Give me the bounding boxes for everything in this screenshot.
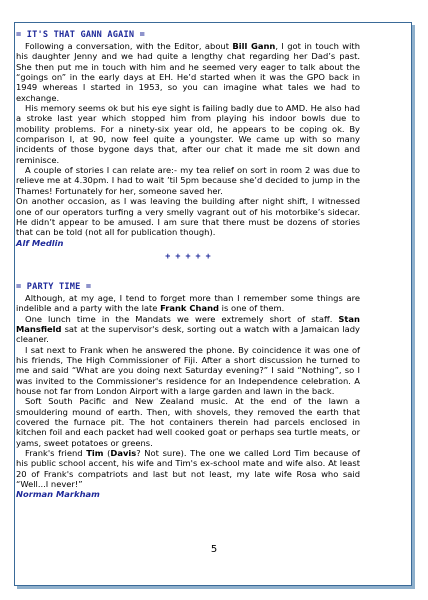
person-name: Frank Chand: [160, 303, 219, 314]
section-title: = PARTY TIME =: [16, 281, 92, 292]
person-name: Davis: [110, 448, 137, 459]
paragraph: Following a conversation, with the Editor, about Bill Gann, I got in touch with his daughter Jenny and we had quite a lengthy chat regarding her Dad’s past. She then put me in touch with him and he seemed very eager to talk about the “goings on” in the early days at EH. He’d started when it was the GPO back in 1949 whereas I started in 1953, so you can imagine what tales we had to exchange.: [16, 41, 360, 103]
paragraph: His memory seems ok but his eye sight is failing badly due to AMD. He also had a stroke last year which stopped him from playing his indoor bowls due to mobility problems. For a ninety-six year old, he appears to be coping ok. By comparison I, at 90, now feel quite a youngster. We came up with so many incidents of those bygone days that, after our chat it made me sit down and reminisce.: [16, 103, 360, 165]
author-signature: Alf Medlin: [16, 237, 64, 248]
paragraph: Frank's friend Tim (Davis? Not sure). The one we called Lord Tim because of his public school accent, his wife and Tim's ex-school mate and wife also. At least 20 of Frank's compatriots and last but not least, my late wife Rosa who said “Well...I never!”: [16, 448, 360, 490]
paragraph: A couple of stories I can relate are:- my tea relief on sort in room 2 was due to relieve me at 4.30pm. I had to wait ’til 5pm because she’d decided to jump in the Thames! Fortunately for her, someone saved her.: [16, 165, 360, 196]
paragraph: Soft South Pacific and New Zealand music. At the end of the lawn a smouldering mound of earth. Then, with shovels, they removed the earth that covered the furnace pit. The hot containers therein had parcels enclosed in kitchen foil and each packet had well cooked goat or perhaps sea turtle meats, or yams, sweet potatoes or greens.: [16, 396, 360, 448]
section-title: = IT'S THAT GANN AGAIN =: [16, 30, 145, 40]
page-content: [16, 30, 360, 500]
person-name: Bill Gann: [232, 41, 276, 51]
person-name: Stan Mansfield: [16, 313, 360, 334]
paragraph: One lunch time in the Mandats we were extremely short of staff. Stan Mansfield sat at the supervisor's desk, sorting out a watch with a Jamaican lady cleaner.: [16, 313, 360, 345]
section-separator: + + + + +: [165, 250, 211, 261]
paragraph: On another occasion, as I was leaving the building after night shift, I witnessed one of our operators turfing a very smelly vagrant out of his motorbike’s sidecar. He didn’t appear to be amused. I am sure that there must be dozens of stories that can be told (not all for publication though).: [16, 196, 360, 238]
article-party-time: [16, 282, 360, 500]
paragraph: Although, at my age, I tend to forget more than I remember some things are indelible and a party with the late Frank Chand is one of them.: [16, 292, 360, 314]
paragraph: I sat next to Frank when he answered the phone. By coincidence it was one of his friends, The High Commissioner of Fiji. After a short discussion he turned to me and said “What are you doing next Saturday evening?” I said “Nothing”, so I was invited to the Commissioner's residence for an Independence celebration. A house not far from London Airport with a large garden and lawn in the back.: [16, 344, 360, 396]
author-signature: Norman Markham: [16, 489, 100, 500]
article-its-that-gann-again: [16, 30, 360, 248]
person-name: Tim: [86, 448, 104, 459]
page-number: 5: [210, 544, 218, 555]
